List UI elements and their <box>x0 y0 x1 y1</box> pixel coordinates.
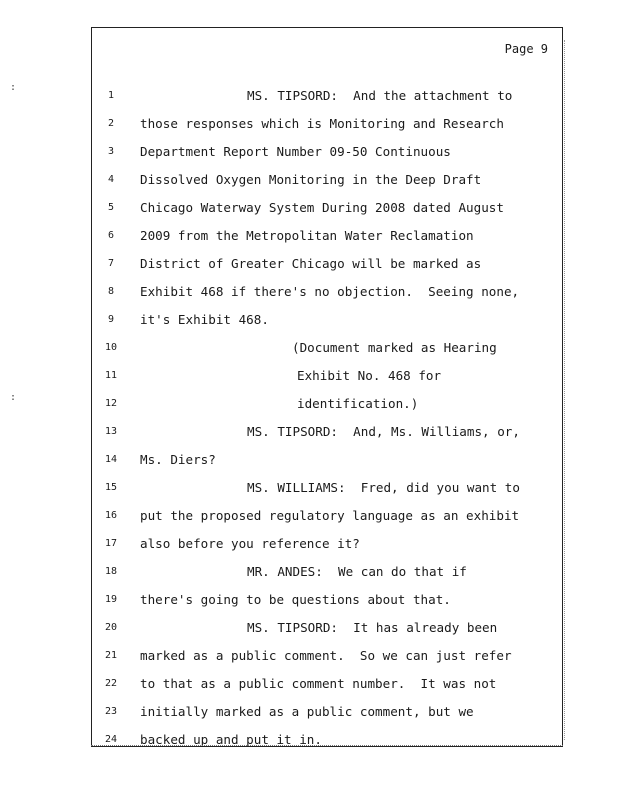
transcript-line <box>92 395 562 423</box>
line-number: 11 <box>104 370 118 381</box>
line-number: 19 <box>104 594 118 605</box>
line-number: 2 <box>107 118 115 129</box>
line-text: Chicago Waterway System During 2008 dated August <box>140 200 504 215</box>
line-number: 22 <box>104 678 118 689</box>
transcript-line <box>92 703 562 731</box>
line-text: identification.) <box>297 396 419 411</box>
line-number: 24 <box>104 734 118 745</box>
line-number: 14 <box>104 454 118 465</box>
transcript-line <box>92 171 562 199</box>
line-number: 17 <box>104 538 118 549</box>
line-number: 16 <box>104 510 118 521</box>
line-text: 2009 from the Metropolitan Water Reclamation <box>140 228 474 243</box>
transcript-line <box>92 451 562 479</box>
line-text: marked as a public comment. So we can just refer <box>140 648 512 663</box>
line-text: MS. TIPSORD: And the attachment to <box>247 88 513 103</box>
line-text: those responses which is Monitoring and Research <box>140 116 504 131</box>
line-number: 7 <box>107 258 115 269</box>
line-text: Department Report Number 09-50 Continuous <box>140 144 451 159</box>
transcript-line <box>92 255 562 283</box>
line-text: Exhibit No. 468 for <box>297 368 442 383</box>
line-number: 4 <box>107 174 115 185</box>
line-text: MS. WILLIAMS: Fred, did you want to <box>247 480 520 495</box>
line-number: 12 <box>104 398 118 409</box>
line-number: 8 <box>107 286 115 297</box>
transcript-line <box>92 507 562 535</box>
line-text: Dissolved Oxygen Monitoring in the Deep Draft <box>140 172 482 187</box>
line-text: Exhibit 468 if there's no objection. Seeing none, <box>140 284 520 299</box>
line-text: backed up and put it in. <box>140 732 322 747</box>
footer-rule <box>91 745 563 749</box>
line-number: 3 <box>107 146 115 157</box>
transcript-line <box>92 87 562 115</box>
line-text: also before you reference it? <box>140 536 360 551</box>
line-number: 5 <box>107 202 115 213</box>
line-text: (Document marked as Hearing <box>292 340 497 355</box>
line-number: 23 <box>104 706 118 717</box>
line-text: there's going to be questions about that. <box>140 592 451 607</box>
right-margin-rule <box>560 40 565 740</box>
transcript-line <box>92 563 562 591</box>
transcript-line <box>92 199 562 227</box>
line-text: initially marked as a public comment, but we <box>140 704 474 719</box>
line-number: 20 <box>104 622 118 633</box>
line-text: to that as a public comment number. It was not <box>140 676 497 691</box>
line-text: District of Greater Chicago will be marked as <box>140 256 482 271</box>
line-number: 1 <box>107 90 115 101</box>
transcript-line <box>92 591 562 619</box>
transcript-line <box>92 535 562 563</box>
line-text: it's Exhibit 468. <box>140 312 269 327</box>
line-number: 9 <box>107 314 115 325</box>
transcript-line <box>92 423 562 451</box>
line-number: 21 <box>104 650 118 661</box>
line-number: 10 <box>104 342 118 353</box>
transcript-line <box>92 143 562 171</box>
transcript-line <box>92 339 562 367</box>
line-number: 13 <box>104 426 118 437</box>
line-text: Ms. Diers? <box>140 452 216 467</box>
margin-mark: : <box>10 392 17 403</box>
transcript-line <box>92 675 562 703</box>
page-number: Page 9 <box>504 42 548 56</box>
transcript-page <box>91 27 563 747</box>
line-text: MS. TIPSORD: It has already been <box>247 620 498 635</box>
line-number: 6 <box>107 230 115 241</box>
line-number: 18 <box>104 566 118 577</box>
margin-mark: : <box>10 82 17 93</box>
transcript-line <box>92 311 562 339</box>
transcript-line <box>92 283 562 311</box>
transcript-line <box>92 619 562 647</box>
transcript-line <box>92 647 562 675</box>
line-text: MS. TIPSORD: And, Ms. Williams, or, <box>247 424 520 439</box>
transcript-line <box>92 227 562 255</box>
transcript-line <box>92 479 562 507</box>
line-text: put the proposed regulatory language as an exhibit <box>140 508 520 523</box>
line-number: 15 <box>104 482 118 493</box>
transcript-line <box>92 367 562 395</box>
transcript-line <box>92 115 562 143</box>
line-text: MR. ANDES: We can do that if <box>247 564 467 579</box>
